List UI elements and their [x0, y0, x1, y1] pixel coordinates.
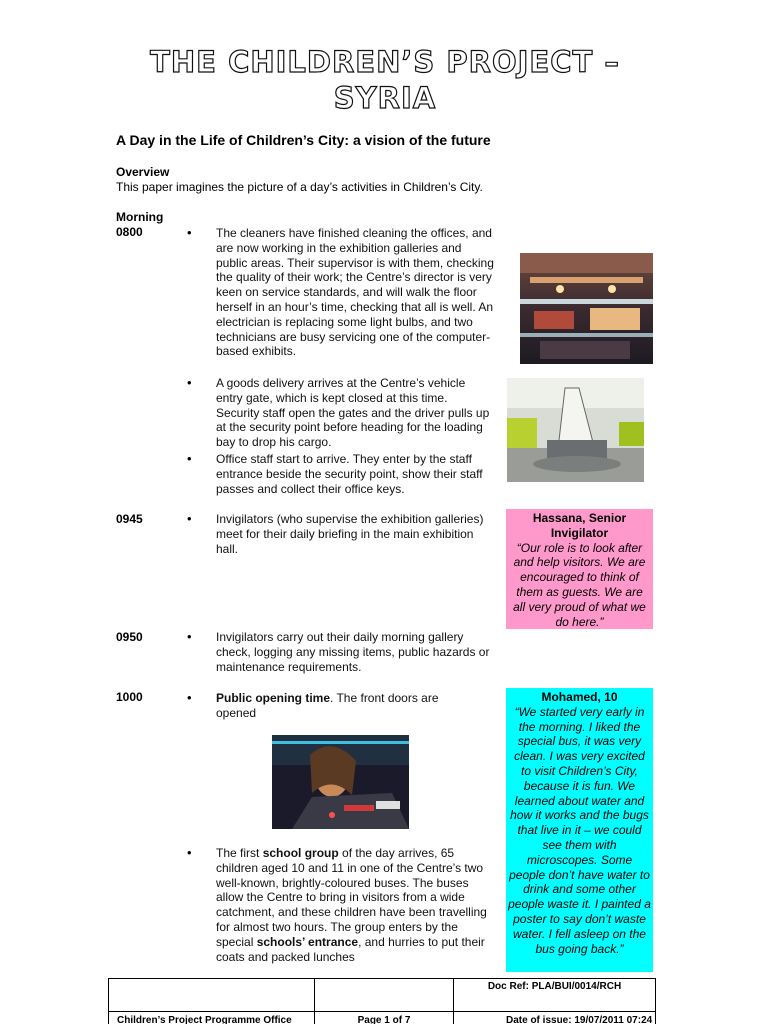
- bullet-0800-delivery: A goods delivery arrives at the Centre’s vehicle entry gate, which is kept closed at this time. Security staff open the gates and the driver pulls up at the security point before heading for the loading bay to drop his cargo.: [216, 376, 490, 450]
- morning-heading: Morning: [116, 210, 164, 224]
- quote-box-hassana: [506, 509, 653, 629]
- bullet-0950-gallery-check: Invigilators carry out their daily morning gallery check, logging any missing items, public hazards or maintenance requirements.: [216, 630, 490, 674]
- bullet-marker: •: [187, 629, 192, 644]
- footer-cell-empty: [108, 978, 315, 1012]
- body-text: . The front doors are opened: [216, 691, 439, 720]
- bullet-0945-briefing: Invigilators (who supervise the exhibition galleries) meet for their daily briefing in the main exhibition hall.: [216, 512, 484, 556]
- emphasis-text: schools’ entrance: [256, 934, 359, 949]
- body-text: , and hurries to put their coats and packed lunches: [216, 934, 485, 964]
- overview-text: This paper imagines the picture of a day’s activities in Children’s City.: [116, 180, 483, 194]
- footer-table: [108, 978, 656, 1024]
- page-title: THE CHILDREN’S PROJECT – SYRIA: [150, 45, 620, 115]
- quote-box-mohamed: [506, 688, 653, 972]
- bullet-marker: •: [187, 225, 192, 240]
- footer-office: Children’s Project Programme Office: [108, 1011, 315, 1024]
- body-text: of the day arrives, 65 children aged 10 and 11 in one of the Centre’s two well-known, brightly-coloured buses. The buses allow the Centre to bring in visitors from a wide catchment, and these children have been travelling for almost two hours. The group enters by the special: [216, 846, 487, 949]
- doc-ref: Doc Ref: PLA/BUI/0014/RCH: [453, 978, 656, 1012]
- emphasis-text: Public opening time: [216, 691, 331, 705]
- bullet-marker: •: [187, 511, 192, 526]
- gallery-interior-photo: [520, 253, 653, 364]
- time-label-1000: 1000: [116, 690, 143, 704]
- body-text: The first: [216, 846, 263, 860]
- bullet-0800-cleaners: The cleaners have finished cleaning the offices, and are now working in the exhibition galleries and public areas. Their supervisor is with them, checking the quality of their work; the Centre’s director is very keen on service standards, and will walk the floor herself in an hour’s time, checking that all is well. An electrician is replacing some light bulbs, and two technicians are busy servicing one of the computer-based exhibits.: [216, 226, 494, 359]
- footer-cell-empty: [314, 978, 454, 1012]
- bullet-1000-opening: [216, 691, 476, 721]
- bullet-1000-school-group: [216, 846, 498, 964]
- time-label-0945: 0945: [116, 512, 143, 526]
- quote-text: “We started very early in the morning. I liked the special bus, it was very clean. I was very excited to visit Children’s City, because it is fun. We learned about water and how it works and the bugs that live in it – we could see them with microscopes. Some people don’t have water to drink and some other people waste it. I painted a poster to say don’t waste water. I fell asleep on the bus going back.”: [508, 704, 651, 956]
- emphasis-text: school group: [262, 846, 339, 860]
- time-label-0950: 0950: [116, 630, 143, 644]
- document-subtitle: A Day in the Life of Children’s City: a vision of the future: [116, 132, 491, 148]
- exhibit-machine-photo: [507, 378, 644, 482]
- quote-author: Hassana, Senior Invigilator: [532, 511, 627, 540]
- bullet-marker: •: [187, 451, 192, 466]
- bullet-marker: •: [187, 375, 192, 390]
- time-label-0800: 0800: [116, 225, 143, 239]
- quote-author: Mohamed, 10: [541, 690, 618, 704]
- bullet-marker: •: [187, 690, 192, 705]
- child-at-exhibit-photo: [272, 735, 409, 829]
- overview-heading: Overview: [116, 165, 170, 179]
- footer-page-number: Page 1 of 7: [314, 1011, 454, 1024]
- bullet-0800-office-staff: Office staff start to arrive. They enter by the staff entrance beside the security point, show their staff passes and collect their office keys.: [216, 452, 483, 496]
- quote-text: “Our role is to look after and help visitors. We are encouraged to think of them as guests. We are all very proud of what we do here.”: [513, 540, 646, 629]
- bullet-marker: •: [187, 845, 192, 860]
- footer-date: Date of issue: 19/07/2011 07:24: [453, 1011, 656, 1024]
